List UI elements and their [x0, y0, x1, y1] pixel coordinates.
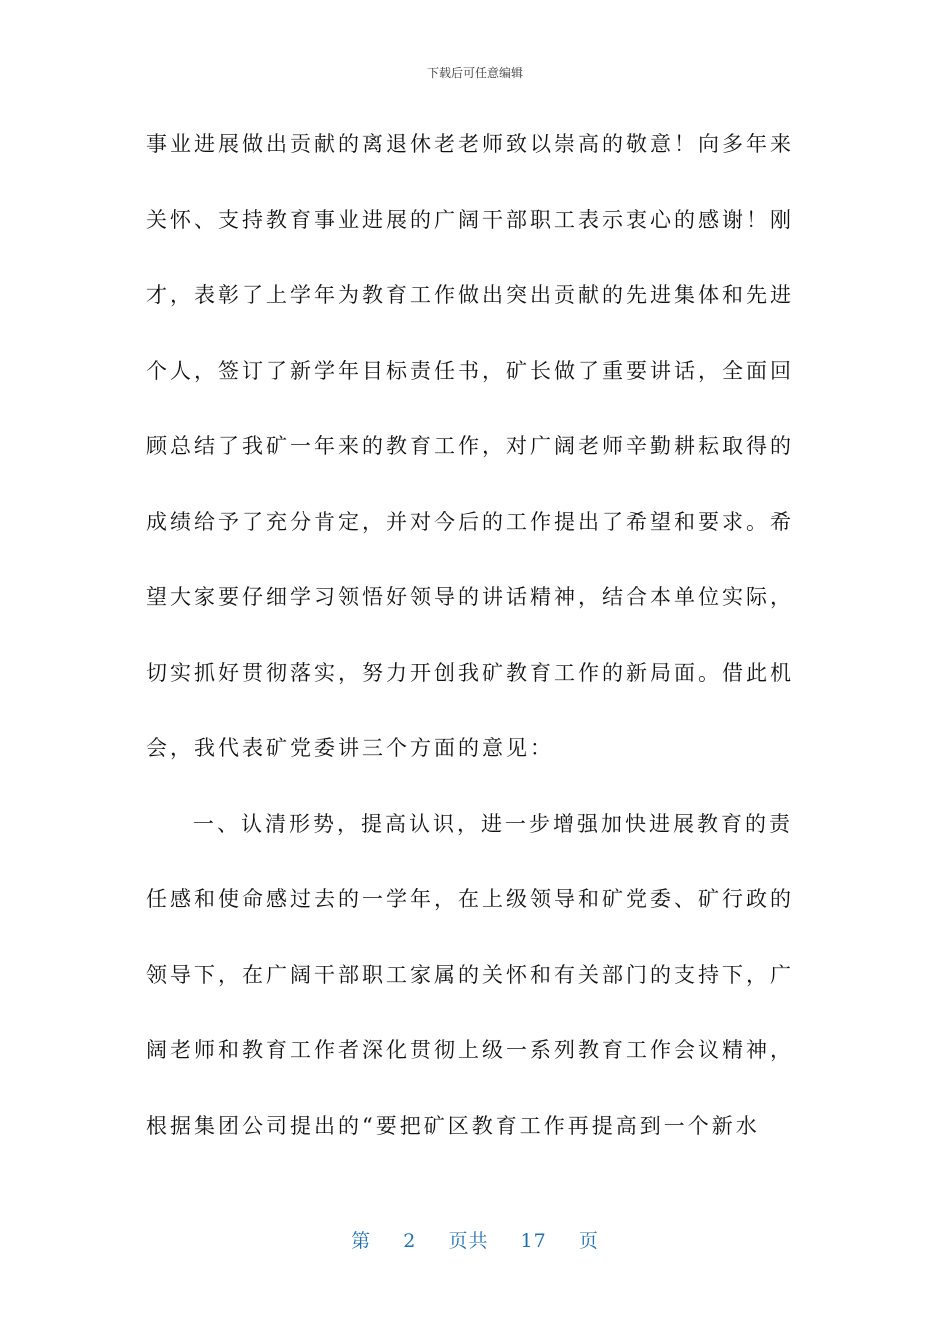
page-suffix: 页 — [578, 1230, 599, 1252]
page-total: 17 — [520, 1230, 547, 1252]
page-prefix: 第 — [351, 1230, 372, 1252]
body-line: 顾总结了我矿一年来的教育工作，对广阔老师辛勤耕耘取得的 — [146, 434, 794, 458]
body-line: 关怀、支持教育事业进展的广阔干部职工表示衷心的感谢！刚 — [146, 207, 794, 232]
body-line: 个人，签订了新学年目标责任书，矿长做了重要讲话，全面回 — [146, 358, 794, 383]
body-line: 切实抓好贯彻落实，努力开创我矿教育工作的新局面。借此机 — [146, 660, 794, 685]
page-number: 2 — [403, 1230, 417, 1252]
section-heading-line: 一、认清形势，提高认识，进一步增强加快进展教育的责 — [193, 811, 793, 836]
body-line: 事业进展做出贡献的离退休老老师致以崇高的敬意！向多年来 — [146, 132, 794, 156]
body-line: 望大家要仔细学习领悟好领导的讲话精神，结合本单位实际， — [146, 585, 794, 609]
page-middle: 页共 — [448, 1230, 489, 1252]
body-line: 才，表彰了上学年为教育工作做出突出贡献的先进集体和先进 — [146, 283, 794, 307]
body-line: 会，我代表矿党委讲三个方面的意见： — [146, 736, 554, 760]
body-line: 任感和使命感过去的一学年，在上级领导和矿党委、矿行政的 — [146, 887, 794, 911]
body-line: 根据集团公司提出的“要把矿区教育工作再提高到一个新水 — [146, 1113, 760, 1138]
document-body — [146, 122, 796, 1179]
body-line: 阔老师和教育工作者深化贯彻上级一系列教育工作会议精神， — [146, 1038, 794, 1062]
page-header-note: 下载后可任意编辑 — [426, 66, 523, 80]
body-line: 成绩给予了充分肯定，并对今后的工作提出了希望和要求。希 — [146, 509, 794, 534]
page-footer — [0, 1226, 950, 1253]
body-line: 领导下，在广阔干部职工家属的关怀和有关部门的支持下，广 — [146, 962, 794, 987]
